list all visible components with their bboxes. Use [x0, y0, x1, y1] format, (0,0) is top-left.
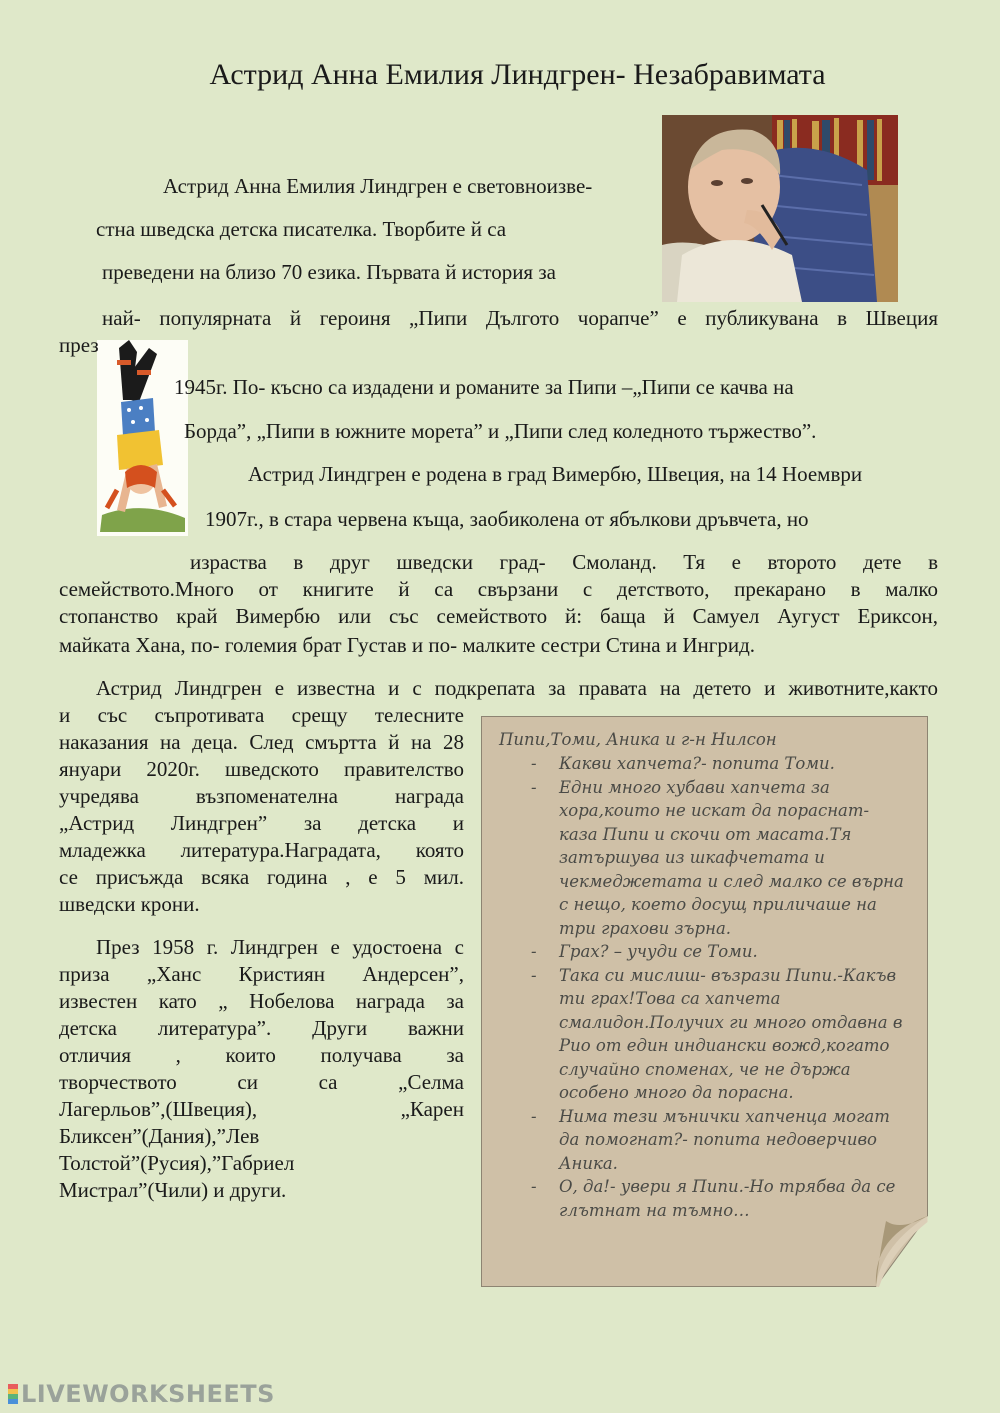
dialogue-item: - Едни много хубави хапчета за хора,които не искат да пораснат- каза Пипи и скочи от масата.Тя затършува из шкафчетата и чекмеджетата и след малко се върна с нещо, което досущ приличаше на три грахови зърна. — [531, 777, 904, 938]
rights-line: шведски крони. — [59, 892, 200, 916]
intro-line-7: Борда”, „Пипи в южните морета” и „Пипи след коледното тържество”. — [184, 419, 817, 443]
award-line: известен като „ Нобелова награда за — [59, 989, 464, 1013]
dialogue-item: - Така си мислиш- възрази Пипи.-Какъв ти грах!Това са хапчета смалидон.Получих ги много отдавна в Рио от един индиански вожд,когато случайно споменах, че не държа особено много да порасна. — [531, 965, 903, 1102]
logo-text: LIVEWORKSHEETS — [21, 1380, 275, 1408]
award-line: Бликсен”(Дания),”Лев — [59, 1124, 260, 1148]
dialogue-item: - Грах? – учуди се Томи. — [531, 942, 758, 961]
rights-paragraph — [59, 702, 464, 918]
dialogue-item: - Нима тези мънички хапченца могат да помогнат?- попита недоверчиво Аника. — [531, 1106, 890, 1173]
family-line-3: стопанство край Вимербю или със семейството й: баща й Самуел Аугуст Ериксон, — [59, 604, 938, 628]
award-line: Лагерльов”,(Швеция), „Карен — [59, 1097, 464, 1121]
intro-line-5: през — [59, 333, 99, 357]
dialogue-item: - О, да!- увери я Пипи.-Но трябва да се глътнат на тъмно… — [531, 1177, 896, 1220]
rights-line: януари 2020г. шведското правителство — [59, 757, 464, 781]
award-line: През 1958 г. Линдгрен е удостоена с — [96, 935, 464, 959]
family-line-4: майката Хана, по- големия брат Густав и по- малките сестри Стина и Ингрид. — [59, 633, 756, 657]
family-line-2: семейството.Много от книгите й са свързани с детството, прекарано в малко — [59, 577, 938, 601]
award-line: творчеството си са „Селма — [59, 1070, 464, 1094]
logo-mark-icon — [8, 1384, 18, 1404]
award-line: Толстой”(Русия),”Габриел — [59, 1151, 295, 1175]
family-line-1: израства в друг шведски град- Смоланд. Тя е второто дете в — [190, 550, 938, 574]
liveworksheets-logo[interactable] — [8, 1380, 275, 1408]
dialogue-item: - Какви хапчета?- попита Томи. — [531, 754, 835, 773]
intro-line-4: най- популярната й героиня „Пипи Дългото чорапче” е публикувана в Швеция — [102, 306, 938, 330]
excerpt-header: Пипи,Томи, Аника и г-н Нилсон — [499, 730, 777, 749]
award-line: отличия , които получава за — [59, 1043, 464, 1067]
intro-line-9: 1907г., в стара червена къща, заобиколена от ябълкови дръвчета, но — [205, 507, 809, 531]
intro-line-1: Астрид Анна Емилия Линдгрен е световноизве- — [163, 174, 593, 198]
rights-line: се присъжда всяка година , е 5 мил. — [59, 865, 464, 889]
award-line: приза „Ханс Кристиян Андерсен”, — [59, 962, 464, 986]
rights-line: наказания на деца. След смъртта й на 28 — [59, 730, 464, 754]
rights-line-1: Астрид Линдгрен е известна и с подкрепата за правата на детето и животните,както — [96, 676, 938, 700]
page-title: Астрид Анна Емилия Линдгрен- Незабравимата — [209, 58, 826, 91]
award-paragraph — [59, 934, 464, 1204]
award-line: Мистрал”(Чили) и други. — [59, 1178, 287, 1202]
rights-line: учредява възпоменателна награда — [59, 784, 464, 808]
intro-line-3: преведени на близо 70 езика. Първата й история за — [102, 260, 556, 284]
intro-line-6: 1945г. По- късно са издадени и романите за Пипи –„Пипи се качва на — [174, 375, 794, 399]
excerpt-note-box — [481, 716, 928, 1287]
author-portrait-photo — [662, 115, 898, 302]
intro-line-8: Астрид Линдгрен е родена в град Вимербю, Швеция, на 14 Ноември — [248, 462, 863, 486]
intro-line-2: стна шведска детска писателка. Творбите й са — [96, 217, 507, 241]
rights-line: младежка литература.Наградата, която — [59, 838, 464, 862]
award-line: детска литература”. Други важни — [59, 1016, 464, 1040]
rights-line: „Астрид Линдгрен” за детска и — [59, 811, 464, 835]
pippi-handstand-illustration — [97, 340, 188, 536]
rights-line: и със съпротивата срещу телесните — [59, 703, 464, 727]
